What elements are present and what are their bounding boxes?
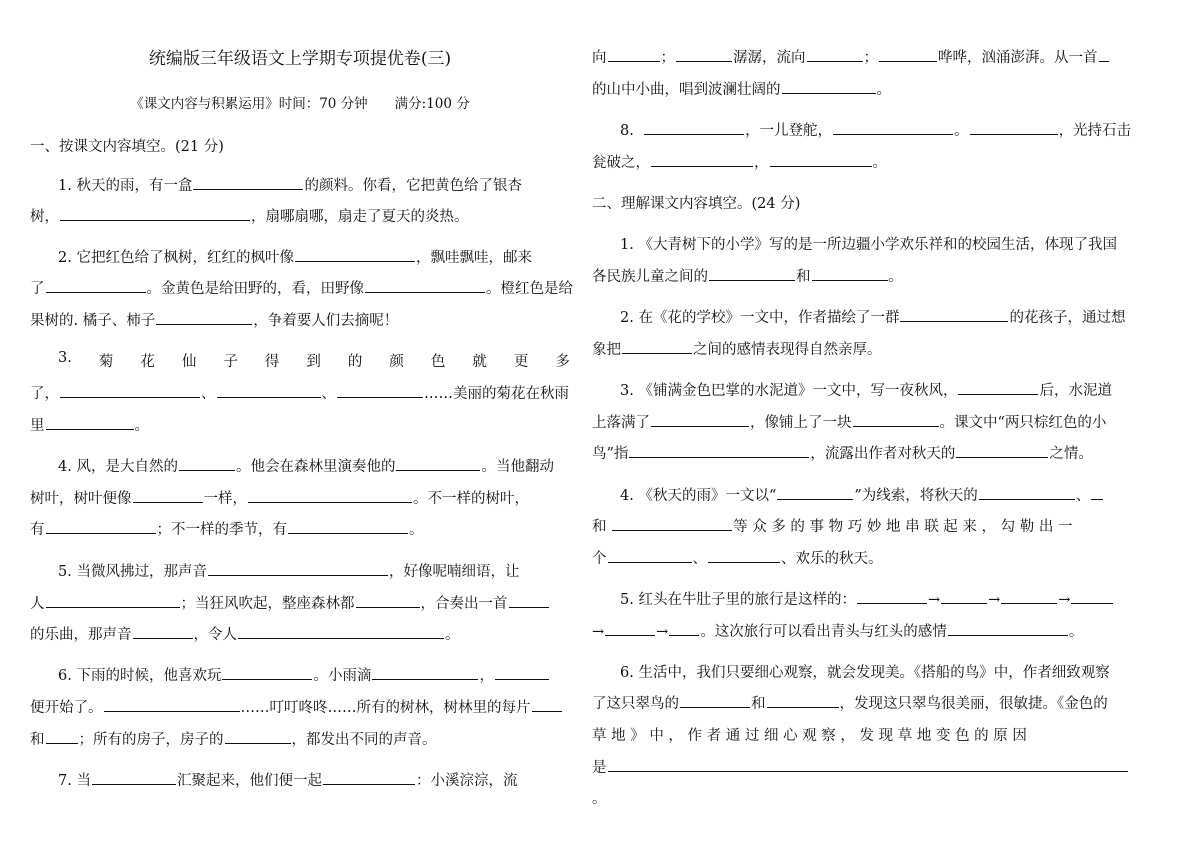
question-line: 的乐曲，那声音 ，令人 。 [30, 623, 460, 644]
question-line: 1. 秋天的雨，有一盒 的颜料。你看，它把黄色给了银杏 [30, 174, 522, 195]
question-line: 是 [592, 756, 1129, 777]
question-line: 5. 红头在牛肚子里的旅行是这样的： → → → [592, 588, 1114, 609]
section-heading-1: 一、按课文内容填空。(21 分) [30, 139, 224, 155]
question-line: 树叶，树叶便像 一样， 。不一样的树叶， [30, 487, 529, 508]
question-line: 8. ，一儿登舵， 。 ，光持石击 [592, 119, 1131, 140]
question-line: → → 。这次旅行可以看出青头与红头的感情 。 [592, 620, 1083, 641]
question-line: 里 。 [30, 414, 149, 435]
question-line: 4. 风，是大自然的 。他会在森林里演奏他的 。当他翻动 [30, 455, 554, 476]
question-line: 3. 《铺满金色巴掌的水泥道》一文中，写一夜秋风， 后，水泥道 [592, 379, 1112, 400]
question-line: 了， 、 、 ……美丽的菊花在秋雨 [30, 382, 569, 403]
question-line: 有 ；不一样的季节，有 。 [30, 518, 424, 539]
question-line: 的山中小曲，唱到波澜壮阔的 。 [592, 78, 891, 99]
question-line: 了 。金黄色是给田野的，看，田野像 。橙红色是给 [30, 277, 573, 298]
question-line: 和 等 众 多 的 事 物 巧 妙 地 串 联 起 来 ， 勾 勒 出 一 [592, 515, 1072, 536]
question-line: 个 、 、欢乐的秋天。 [592, 547, 883, 568]
question-line: 6. 生活中，我们只要细心观察，就会发现美。《搭船的鸟》中，作者细致观察 [620, 665, 1110, 681]
question-line: 草 地 》 中 ， 作 者 通 过 细 心 观 察 ， 发 现 草 地 变 色 的 原 因 [592, 728, 1027, 744]
question-line: 各民族儿童之间的 和 。 [592, 265, 903, 286]
question-line: 7. 当 汇聚起来，他们便一起 ：小溪淙淙，流 [30, 769, 517, 790]
section-heading-2: 二、理解课文内容填空。(24 分) [592, 196, 801, 212]
question-line: 鸟”指 ，流露出作者对秋天的 之情。 [592, 442, 1093, 463]
question-line: 便开始了。 ……叮叮咚咚……所有的树林，树林里的每片 [30, 696, 563, 717]
question-line: 2. 在《花的学校》一文中，作者描绘了一群 的花孩子，通过想 [592, 306, 1125, 327]
question-line: 了这只翠鸟的 和 ，发现这只翠鸟很美丽，很敏捷。《金色的 [592, 692, 1108, 713]
question-line: 果树的. 橘子、柿子 ，争着要人们去摘呢！ [30, 309, 398, 330]
question-line: 人 ；当狂风吹起，整座森林都 ，合奏出一首 [30, 592, 550, 613]
question-line: 2. 它把红色给了枫树，红红的枫叶像 ，飘哇飘哇，邮来 [30, 246, 532, 267]
exam-subtitle: 《课文内容与积累运用》时间：70 分钟 满分:100 分 [130, 96, 470, 112]
question-line: 4. 《秋天的雨》一文以“ ”为线索，将秋天的 、 [592, 484, 1104, 505]
question-line: 树， ，扇哪扇哪，扇走了夏天的炎热。 [30, 205, 469, 226]
question-line: 6. 下雨的时候，他喜欢玩 。小雨滴 ， [30, 664, 550, 685]
question-line: 3. 菊 花 仙 子 得 到 的 颜 色 就 更 多 [58, 350, 570, 370]
question-line: 1. 《大青树下的小学》写的是一所边疆小学欢乐祥和的校园生活，体现了我国 [620, 237, 1117, 253]
question-line: 瓮破之， ， 。 [592, 151, 887, 172]
exam-title: 统编版三年级语文上学期专项提优卷(三) [148, 49, 452, 69]
question-line: 。 [592, 791, 607, 807]
question-line: 上落满了 ，像铺上了一块 。课文中“两只棕红色的小 [592, 411, 1106, 432]
question-line: 向 ； 潺潺，流向 ； 哗哗，汹涌澎湃。从一首 [592, 46, 1110, 67]
question-line: 象把 之间的感情表现得自然亲厚。 [592, 338, 882, 359]
question-line: 和 ；所有的房子，房子的 ，都发出不同的声音。 [30, 728, 437, 749]
question-line: 5. 当微风拂过，那声音 ，好像呢喃细语，让 [30, 560, 519, 581]
